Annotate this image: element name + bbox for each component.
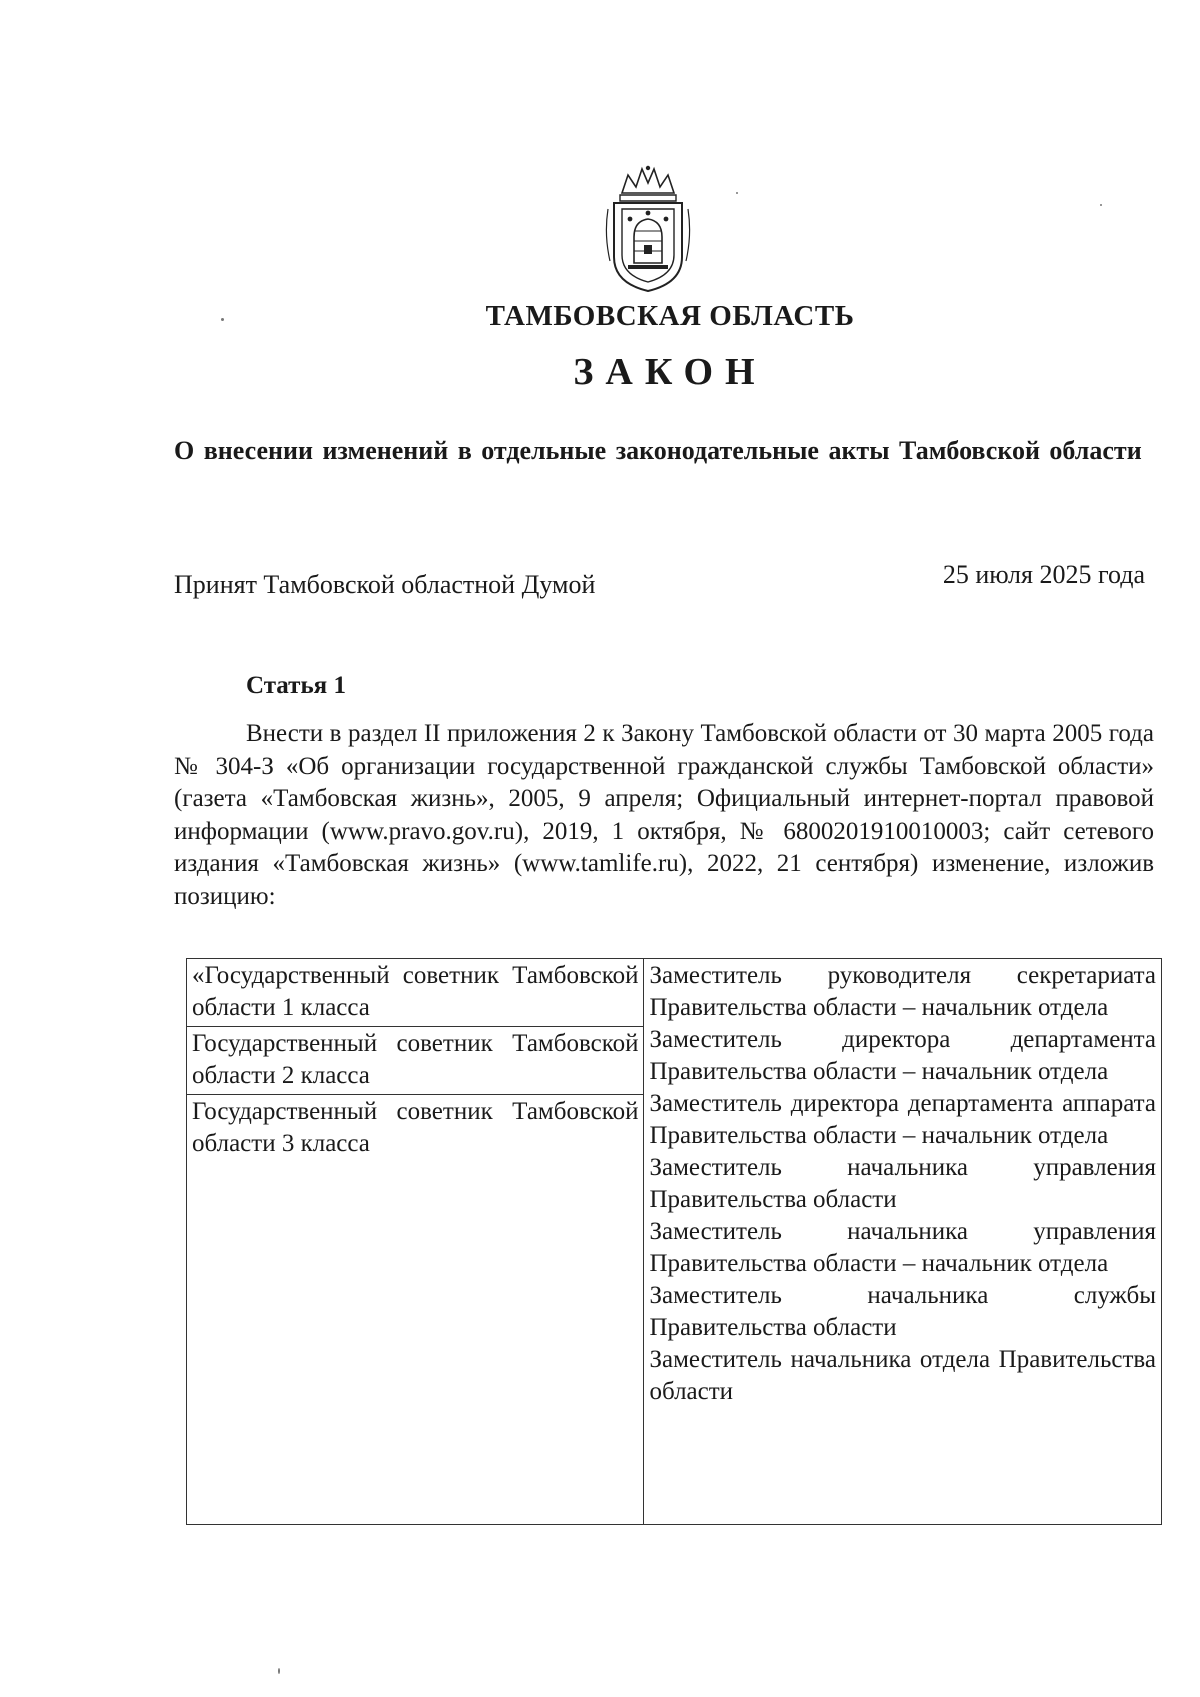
rank-label: Государственный советник Тамбовской области 3 класса — [192, 1098, 639, 1157]
positions-cell — [644, 959, 1162, 1525]
scan-speck — [1100, 204, 1102, 206]
adopted-by: Принят Тамбовской областной Думой — [174, 570, 596, 599]
position-item: Заместитель начальника службы Правительства области — [649, 1282, 1156, 1341]
rank-cell — [187, 1095, 644, 1525]
document-type-heading: ЗАКОН — [573, 351, 767, 393]
position-item: Заместитель начальника управления Правительства области — [649, 1154, 1156, 1213]
scan-speck — [278, 1668, 280, 1674]
position-item: Заместитель директора департамента Правительства области – начальник отдела — [649, 1026, 1156, 1085]
article-heading: Статья 1 — [246, 672, 346, 699]
position-item: Заместитель начальника отдела Правительства области — [649, 1346, 1156, 1405]
table-row — [187, 959, 1162, 1027]
position-item: Заместитель руководителя секретариата Правительства области – начальник отдела — [649, 962, 1156, 1021]
position-item: Заместитель начальника управления Правительства области – начальник отдела — [649, 1218, 1156, 1277]
positions-table — [186, 958, 1162, 1525]
rank-label: Государственный советник Тамбовской области 2 класса — [192, 1030, 639, 1089]
law-title: О внесении изменений в отдельные законодательные акты Тамбовской области — [174, 436, 1142, 465]
scan-speck — [221, 318, 224, 321]
position-item: Заместитель директора департамента аппарата Правительства области – начальник отдела — [649, 1090, 1156, 1149]
article-body: Внести в раздел II приложения 2 к Закону Тамбовской области от 30 марта 2005 года № 304-З «Об организации государственной гражданской службы Тамбовской области» (газета «Тамбовская жизнь», 2005, 9 апреля; Официальный интернет-портал правовой информации (www.pravo.gov.ru), 2019, 1 октября, № 6800201910010003; сайт сетевого издания «Тамбовская жизнь» (www.tamlife.ru), 2022, 21 сентября) изменение, изложив позицию: — [174, 720, 1154, 910]
tambov-coat-of-arms-icon — [600, 165, 696, 293]
adoption-date: 25 июля 2025 года — [942, 560, 1145, 589]
rank-cell — [187, 959, 644, 1027]
rank-cell — [187, 1027, 644, 1095]
scan-speck — [736, 192, 738, 194]
region-heading: ТАМБОВСКАЯ ОБЛАСТЬ — [485, 300, 855, 332]
rank-label: «Государственный советник Тамбовской области 1 класса — [192, 962, 639, 1021]
